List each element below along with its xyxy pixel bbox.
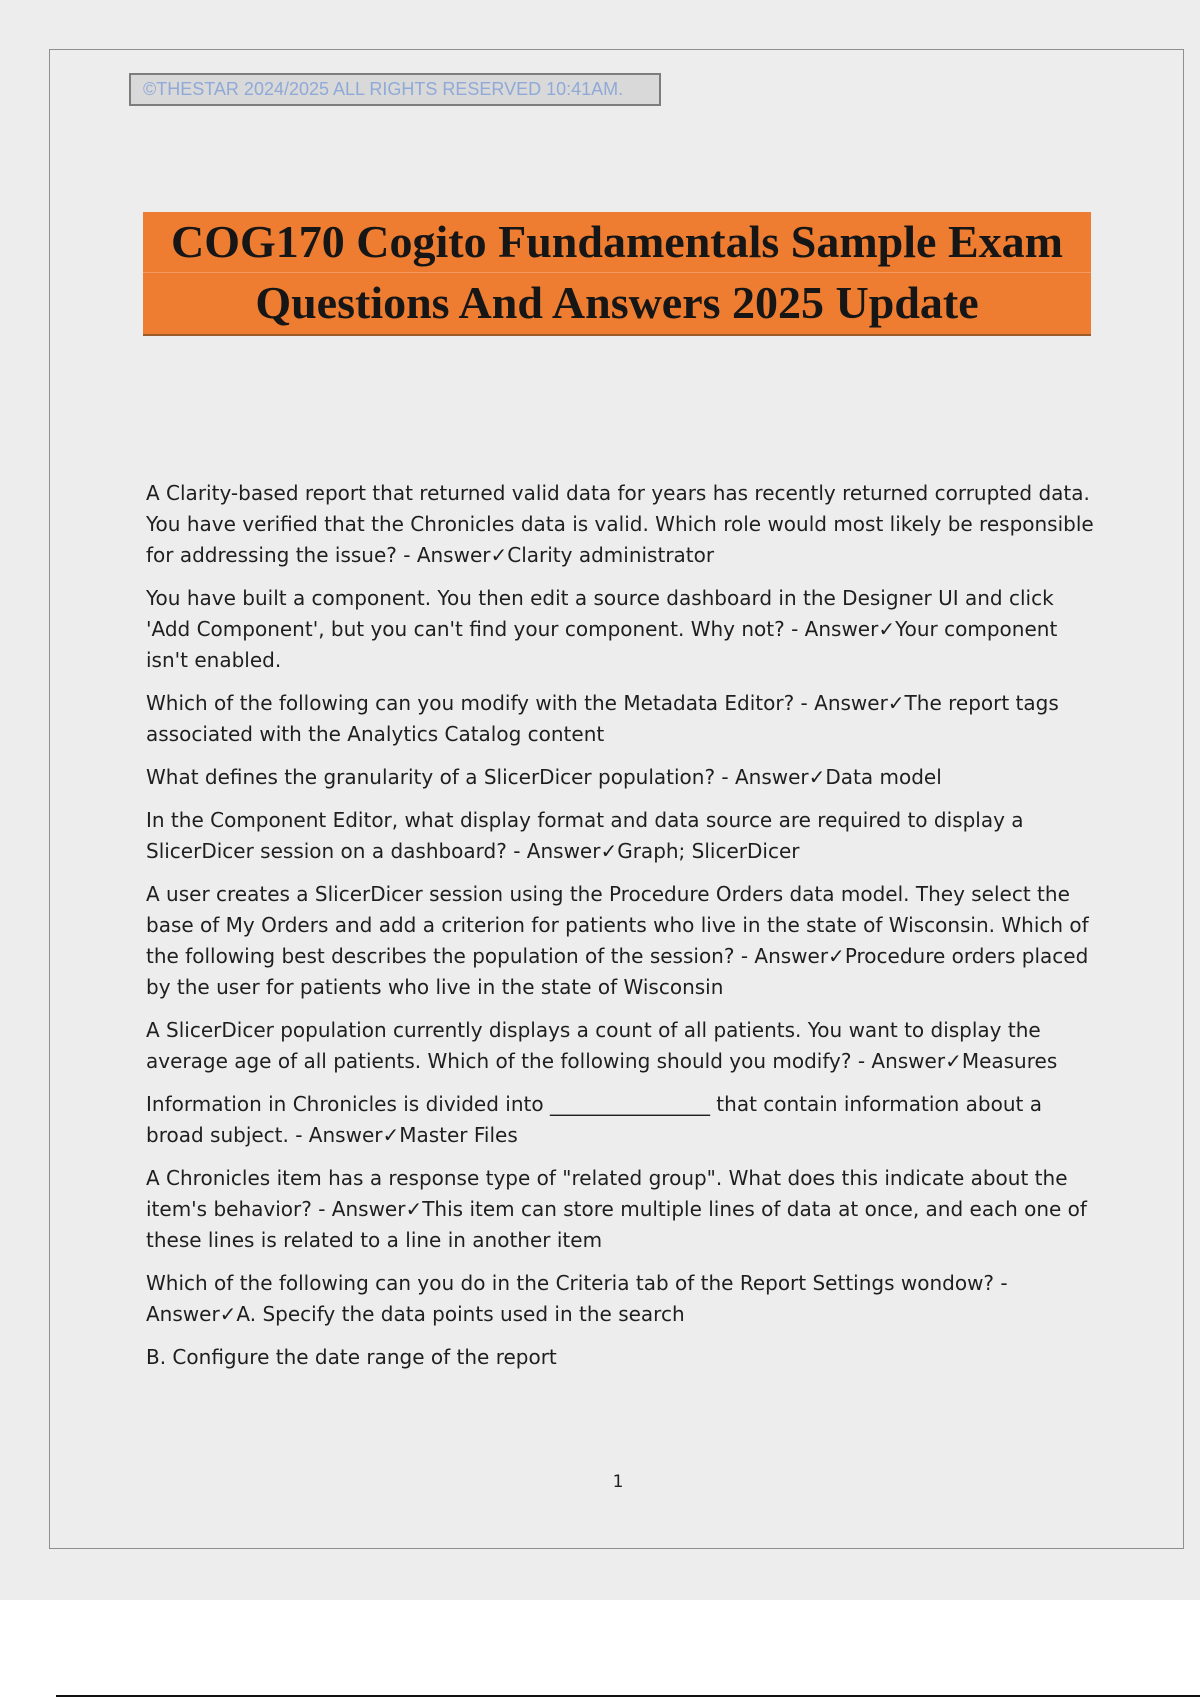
qa-paragraph: You have built a component. You then edit a source dashboard in the Designer UI and click 'Add Component', but you can't find your component. Why not? - Answer✓Your component isn't enabled. — [146, 586, 1058, 672]
qa-paragraph: A Clarity-based report that returned valid data for years has recently returned corrupted data. You have verified that the Chronicles data is valid. Which role would most likely be responsible for addressing the issue? - Answer✓Clarity administrator — [146, 481, 1094, 567]
footer-divider — [56, 1695, 1200, 1697]
qa-paragraph: Which of the following can you do in the Criteria tab of the Report Settings wondow? - Answer✓A. Specify the data points used in the search — [146, 1271, 1008, 1326]
document-title — [143, 212, 1091, 336]
qa-paragraph: Information in Chronicles is divided into ________________ that contain information about a broad subject. - Answer✓Master Files — [146, 1092, 1042, 1147]
title-line-2: Questions And Answers 2025 Update — [255, 277, 979, 328]
qa-paragraph: Which of the following can you modify with the Metadata Editor? - Answer✓The report tags associated with the Analytics Catalog content — [146, 691, 1059, 746]
page-number: 1 — [612, 1472, 624, 1492]
qa-paragraph: A SlicerDicer population currently displays a count of all patients. You want to display the average age of all patients. Which of the following should you modify? - Answer✓Measures — [146, 1018, 1058, 1073]
question-answer-list — [146, 478, 1096, 1385]
qa-paragraph: B. Configure the date range of the report — [146, 1345, 557, 1369]
qa-paragraph: In the Component Editor, what display format and data source are required to display a SlicerDicer session on a dashboard? - Answer✓Graph; SlicerDicer — [146, 808, 1024, 863]
qa-paragraph: A Chronicles item has a response type of "related group". What does this indicate about the item's behavior? - Answer✓This item can store multiple lines of data at once, and each one of these lines is related to a line in another item — [146, 1166, 1087, 1252]
title-line-1: COG170 Cogito Fundamentals Sample Exam — [143, 212, 1091, 273]
watermark-banner: ©THESTAR 2024/2025 ALL RIGHTS RESERVED 10:41AM. — [129, 73, 661, 106]
qa-paragraph: A user creates a SlicerDicer session using the Procedure Orders data model. They select the base of My Orders and add a criterion for patients who live in the state of Wisconsin. Which of the following best describes the population of the session? - Answer✓Procedure orders placed by the user for patients who live in the state of Wisconsin — [146, 882, 1089, 999]
qa-paragraph: What defines the granularity of a SlicerDicer population? - Answer✓Data model — [146, 765, 942, 789]
